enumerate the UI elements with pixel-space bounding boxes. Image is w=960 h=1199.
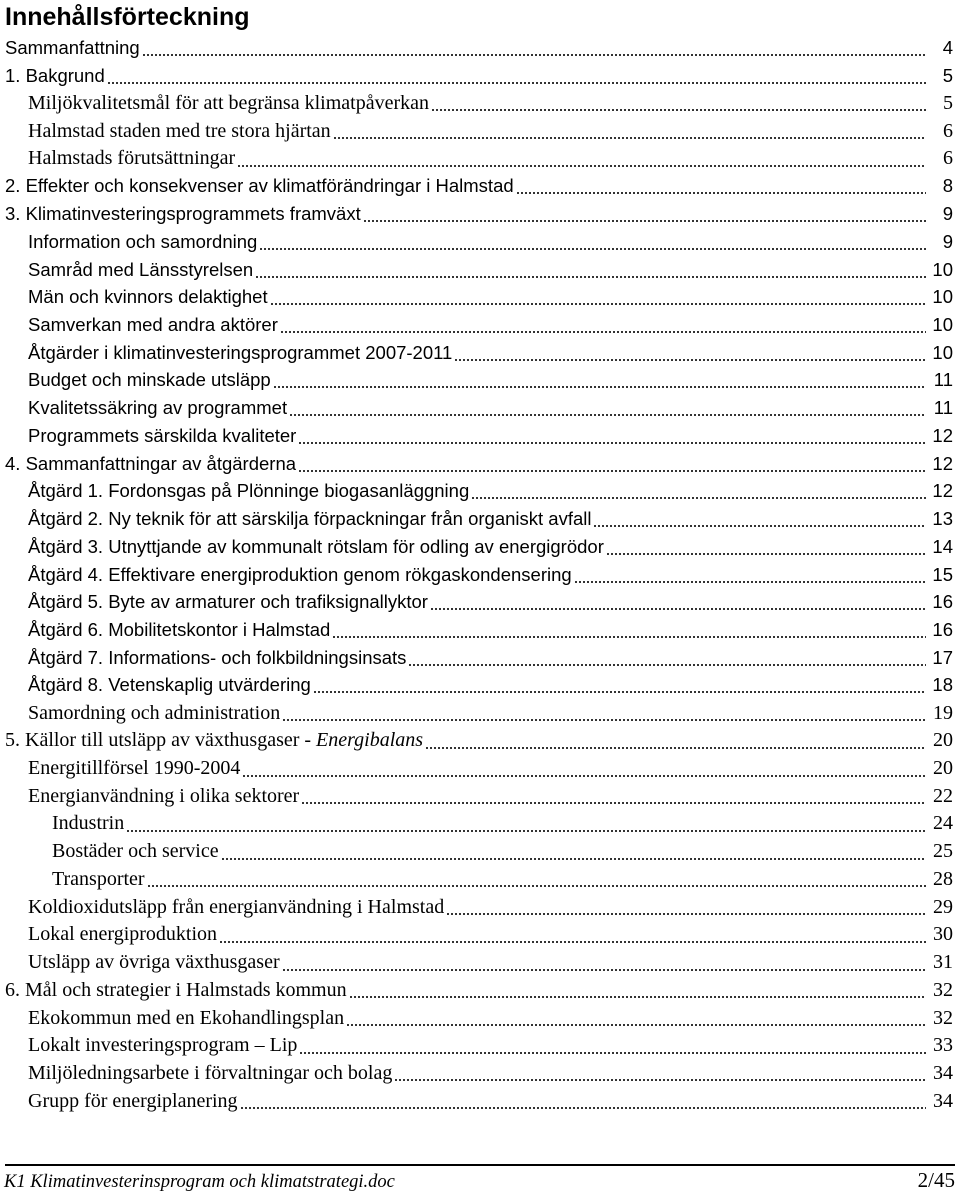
toc-entry[interactable] [0,782,960,810]
toc-entry-title: Koldioxidutsläpp från energianvändning i Halmstad [28,895,445,918]
toc-entry[interactable] [0,117,960,145]
toc-entry-title: Åtgärd 1. Fordonsgas på Plönninge biogasanläggning [28,480,470,502]
toc-entry-title: Miljökvalitetsmål för att begränsa klimatpåverkan [28,91,429,114]
toc-leader-dots [408,650,926,670]
table-of-contents [0,34,960,1115]
toc-page-number: 10 [932,314,953,336]
toc-entry-title: Åtgärd 8. Vetenskaplig utvärdering [28,674,311,696]
toc-page-number: 10 [932,258,953,280]
toc-entry-title: Åtgärd 6. Mobilitetskontor i Halmstad [28,618,331,640]
toc-entry[interactable] [0,367,960,395]
toc-leader-dots [516,178,926,198]
toc-entry[interactable] [0,1032,960,1060]
toc-entry-title: Samråd med Länsstyrelsen [28,258,254,280]
toc-entry-title: 3. Klimatinvesteringsprogrammets framväxt [5,203,361,225]
toc-page-number: 9 [942,230,953,252]
toc-page-number: 6 [943,147,953,170]
toc-page-number: 33 [933,1034,953,1057]
toc-entry-title: Grupp för energiplanering [28,1089,238,1112]
toc-entry[interactable] [0,256,960,284]
toc-entry-title: Åtgärd 3. Utnyttjande av kommunalt rötslam för odling av energigrödor [28,535,604,557]
toc-leader-dots [394,1065,926,1085]
toc-leader-dots [574,567,926,587]
toc-entry[interactable] [0,34,960,62]
toc-leader-dots [454,345,926,365]
toc-entry-title: Sammanfattning [5,36,140,58]
toc-entry-title: Halmstad staden med tre stora hjärtan [28,119,331,142]
toc-leader-dots [142,40,926,60]
toc-page-number: 19 [933,701,953,724]
toc-leader-dots [107,68,926,88]
toc-entry-title: 4. Sammanfattningar av åtgärderna [5,452,297,474]
toc-leader-dots [313,677,926,697]
toc-entry-title: Åtgärder i klimatinvesteringsprogrammet 2007-2011 [28,341,453,363]
toc-entry[interactable] [0,672,960,700]
toc-page-number: 6 [943,119,953,142]
toc-page-number: 30 [933,923,953,946]
toc-entry[interactable] [0,616,960,644]
toc-entry[interactable] [0,200,960,228]
toc-entry[interactable] [0,949,960,977]
toc-entry[interactable] [0,394,960,422]
toc-page-number: 10 [932,341,953,363]
toc-page-number: 20 [933,757,953,780]
toc-page-number: 4 [942,36,953,58]
toc-leader-dots [593,511,926,531]
toc-page-number: 10 [932,286,953,308]
toc-page-number: 14 [932,535,953,557]
toc-page-number: 11 [933,369,953,391]
toc-entry[interactable] [0,1060,960,1088]
toc-leader-dots [430,594,926,614]
toc-entry-title: Energitillförsel 1990-2004 [28,757,241,780]
toc-page-number: 16 [932,618,953,640]
toc-leader-dots [299,1038,926,1058]
toc-page-number: 24 [933,812,953,835]
footer-divider [5,1164,955,1166]
toc-entry[interactable] [0,89,960,117]
toc-leader-dots [431,95,926,115]
toc-page-number: 8 [942,175,953,197]
footer-filename: K1 Klimatinvesterinsprogram och klimatstrategi.doc [4,1172,395,1192]
toc-entry[interactable] [0,893,960,921]
toc-entry[interactable] [0,1004,960,1032]
toc-entry-title: Åtgärd 5. Byte av armaturer och trafiksignallyktor [28,591,428,613]
toc-entry[interactable] [0,727,960,755]
toc-entry-title: Lokal energiproduktion [28,923,218,946]
toc-entry-title: Transporter [52,867,145,890]
toc-page-number: 28 [933,867,953,890]
toc-leader-dots [240,1093,926,1113]
toc-page-number: 9 [942,203,953,225]
toc-entry-title: Industrin [52,812,125,835]
toc-leader-dots [221,844,926,864]
toc-entry-title: Halmstads förutsättningar [28,147,236,170]
toc-entry[interactable] [0,810,960,838]
toc-entry[interactable] [0,450,960,478]
toc-page-number: 31 [933,951,953,974]
toc-page-number: 13 [932,508,953,530]
toc-page-number: 20 [933,729,953,752]
toc-entry[interactable] [0,838,960,866]
toc-entry-title: Kvalitetssäkring av programmet [28,397,288,419]
toc-entry[interactable] [0,173,960,201]
toc-entry-title: Lokalt investeringsprogram – Lip [28,1034,298,1057]
toc-leader-dots [282,705,926,725]
toc-entry[interactable] [0,644,960,672]
toc-entry[interactable] [0,755,960,783]
toc-entry[interactable] [0,478,960,506]
toc-leader-dots [332,622,926,642]
toc-page-number: 34 [933,1061,953,1084]
toc-page-number: 15 [932,563,953,585]
toc-page-number: 11 [933,397,953,419]
toc-leader-dots [471,483,926,503]
toc-entry-title: Åtgärd 4. Effektivare energiproduktion genom rökgaskondensering [28,563,572,585]
toc-entry[interactable] [0,311,960,339]
toc-entry[interactable] [0,339,960,367]
toc-page-number: 5 [943,91,953,114]
toc-leader-dots [446,899,926,919]
toc-leader-dots [333,123,926,143]
toc-entry-title: Bostäder och service [52,840,219,863]
toc-leader-dots [289,400,926,420]
toc-leader-dots [363,206,926,226]
toc-page-number: 29 [933,895,953,918]
toc-entry[interactable] [0,145,960,173]
toc-entry[interactable] [0,561,960,589]
toc-entry-title: Åtgärd 2. Ny teknik för att särskilja förpackningar från organiskt avfall [28,508,592,530]
toc-page-number: 17 [932,646,953,668]
toc-page-number: 18 [932,674,953,696]
toc-entry[interactable] [0,866,960,894]
toc-entry-title: 6. Mål och strategier i Halmstads kommun [5,978,347,1001]
toc-entry[interactable] [0,1087,960,1115]
toc-entry[interactable] [0,976,960,1004]
toc-leader-dots [298,456,926,476]
toc-leader-dots [237,151,926,171]
toc-entry-title: 2. Effekter och konsekvenser av klimatförändringar i Halmstad [5,175,514,197]
toc-entry-title: Utsläpp av övriga växthusgaser [28,951,280,974]
toc-entry-title: Information och samordning [28,230,258,252]
toc-page-number: 16 [932,591,953,613]
toc-page-number: 32 [933,978,953,1001]
toc-page-number: 12 [932,424,953,446]
toc-entry[interactable] [0,62,960,90]
toc-leader-dots [298,428,926,448]
toc-page-number: 32 [933,1006,953,1029]
toc-leader-dots [282,955,926,975]
toc-leader-dots [147,871,926,891]
toc-entry-title: Män och kvinnors delaktighet [28,286,268,308]
page-title: Innehållsförteckning [5,3,250,31]
toc-entry-title: Budget och minskade utsläpp [28,369,271,391]
toc-entry[interactable] [0,505,960,533]
toc-entry[interactable] [0,533,960,561]
toc-page-number: 5 [942,64,953,86]
toc-entry-title: 5. Källor till utsläpp av växthusgaser - Energibalans [5,729,424,752]
toc-entry-title: Energianvändning i olika sektorer [28,784,300,807]
toc-page-number: 25 [933,840,953,863]
toc-leader-dots [259,234,926,254]
toc-entry-title: 1. Bakgrund [5,64,105,86]
toc-entry-title: Samverkan med andra aktörer [28,314,278,336]
toc-entry[interactable] [0,921,960,949]
toc-entry[interactable] [0,422,960,450]
toc-leader-dots [425,733,926,753]
toc-entry-title: Programmets särskilda kvaliteter [28,424,297,446]
toc-entry-title: Samordning och administration [28,701,281,724]
toc-entry[interactable] [0,228,960,256]
toc-leader-dots [219,927,926,947]
toc-entry-title: Åtgärd 7. Informations- och folkbildningsinsats [28,646,407,668]
toc-leader-dots [273,372,926,392]
toc-entry-title: Miljöledningsarbete i förvaltningar och bolag [28,1061,393,1084]
toc-entry[interactable] [0,588,960,616]
toc-leader-dots [280,317,926,337]
toc-leader-dots [346,1010,926,1030]
toc-entry[interactable] [0,699,960,727]
toc-leader-dots [255,262,926,282]
toc-leader-dots [606,539,926,559]
toc-entry-title: Ekokommun med en Ekohandlingsplan [28,1006,345,1029]
toc-page-number: 12 [932,480,953,502]
toc-entry[interactable] [0,283,960,311]
toc-page-number: 22 [933,784,953,807]
toc-leader-dots [349,982,926,1002]
toc-page-number: 12 [932,452,953,474]
toc-leader-dots [242,761,926,781]
footer-page-number: 2/45 [917,1168,955,1192]
toc-leader-dots [126,816,926,836]
toc-leader-dots [301,788,926,808]
toc-page-number: 34 [933,1089,953,1112]
toc-leader-dots [270,289,926,309]
